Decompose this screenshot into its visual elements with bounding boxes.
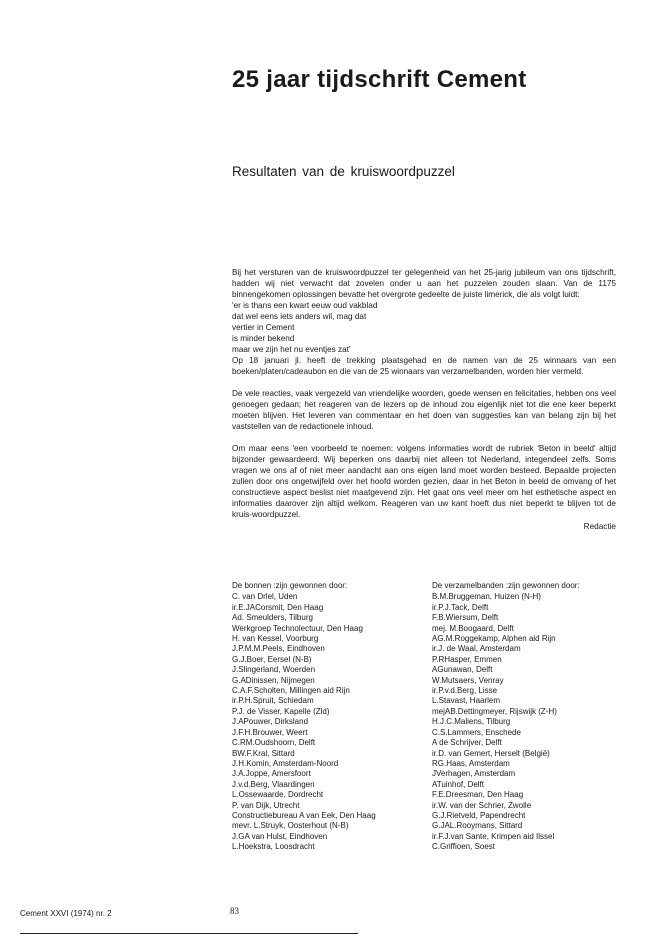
winner-entry: F.B.Wiersum, Delft [432, 613, 499, 623]
winner-entry: C.A.F.Scholten, Millingen aid Rijn [232, 686, 350, 696]
banden-names [432, 592, 622, 852]
winner-entry: ir.F.J.van Sante, Krimpen aid Ilssel [432, 831, 555, 841]
winner-entry: ir.P.J.Tack, Delft [432, 602, 489, 612]
winner-entry: J.Slingerland, Woerden [232, 665, 316, 675]
limerick-line: is minder bekend [232, 334, 295, 343]
winner-entry: C. van Drlel, Uden [232, 592, 298, 602]
winner-entry: J.H.Komin, Amsterdam-Noord [232, 758, 339, 768]
winner-entry: G.J.Rietveld, Papendrecht [432, 810, 526, 820]
limerick-line: vertier in Cement [232, 323, 295, 332]
winner-entry: G.JAL.Rooymans, Sittard [432, 821, 523, 831]
winner-entry: H. van Kessel, Voorburg [232, 634, 319, 644]
winner-entry: P.RHasper, Emmen [432, 654, 502, 664]
example-paragraph: Om maar eens 'een voorbeeld te noemen: volgens informaties wordt de rubriek 'Beton in beeld' altijd bijzonder gewaardeerd. Wij beperken ons daarbij niet alleen tot Nederland, integendeel zelfs. Soms vragen we ons af of niet meer aandacht aan ons eigen land moet worden besteed. Bepaalde projecten zullen door ons ongetwijfeld over het hoofd worden gezien, daar in het Beton in beeld de omvang of het constructieve aspect beslist niet maatgevend zijn. Het gaat ons veel meer om het esthetische aspect en informaties daarover zijn altijd welkom. Reageren van uw kant hoeft dus niet beperkt te blijven tot de kruis-woordpuzzel. [232, 444, 616, 519]
banden-winners-list [432, 581, 622, 853]
winner-entry: H.J.C.Maliens, Tilburg [432, 717, 511, 727]
winner-entry: Constructiebureau A van Eek, Den Haag [232, 810, 376, 820]
journal-citation: Cement XXVI (1974) nr. 2 [20, 909, 112, 918]
winner-entry: mejAB.Dettingmeyer, Rijswijk (Z-H) [432, 706, 557, 716]
winner-entry: L.Hoekstra, Loosdracht [232, 842, 315, 852]
winner-entry: ATuinhof, Delft [432, 779, 485, 789]
winner-entry: AGunawan, Delft [432, 665, 493, 675]
signature: Redactie [583, 522, 616, 531]
winner-entry: G.J.Boer, Eersel (N-B) [232, 654, 312, 664]
winner-entry: J.APouwer, Dirksland [232, 717, 309, 727]
winner-entry: P.J. de Visser, Kapelle (Zld) [232, 706, 330, 716]
winner-entry: mevr. L.Struyk, Oosterhout (N-B) [232, 821, 349, 831]
winner-entry: ir.E.JACorsmit, Den Haag [232, 602, 324, 612]
winner-entry: ir.J. de Waal, Amsterdam [432, 644, 521, 654]
winner-entry: Ad. Smeulders, Tilburg [232, 613, 313, 623]
article-title: 25 jaar tijdschrift Cement [232, 66, 527, 93]
winner-entry: C.RM.Oudshoorn, Delft [232, 738, 316, 748]
winner-entry: J.GA van Hulst, Eindhoven [232, 831, 328, 841]
winner-entry: G.ADinissen, Nijmegen [232, 675, 315, 685]
winner-entry: C.Griffioen, Soest [432, 842, 495, 852]
winner-entry: P. van Dijk, Utrecht [232, 800, 300, 810]
winner-entry: mej. M.Boogaard, Delft [432, 623, 514, 633]
winner-entry: ir.W. van der Schrier, Zwolle [432, 800, 532, 810]
winner-entry: J.v.d.Berg, Vlaardingen [232, 779, 315, 789]
bonnen-names [232, 592, 422, 852]
limerick-line: maar we zijn het nu eventjes zat' [232, 345, 351, 354]
page-number: 83 [230, 906, 239, 916]
winner-entry: ir.P.v.d.Berg, Lisse [432, 686, 498, 696]
winner-entry: JVerhagen, Amsterdam [432, 769, 516, 779]
winner-entry: BW.F.Kral, Sittard [232, 748, 295, 758]
winner-entry: J.F.H.Brouwer, Weert [232, 727, 308, 737]
bonnen-winners-list [232, 581, 422, 853]
limerick [232, 300, 616, 355]
limerick-line: 'er is thans een kwart eeuw oud vakblad [232, 301, 378, 310]
limerick-line: dat wel eens iets anders wil, mag dat [232, 312, 367, 321]
winner-entry: F.E.Dreesman, Den Haag [432, 790, 524, 800]
bonnen-heading: De bonnen :zijn gewonnen door: [232, 581, 348, 590]
winner-entry: RG.Haas, Amsterdam [432, 758, 510, 768]
winner-entry: Werkgroep Technolectuur, Den Haag [232, 623, 363, 633]
article-body [232, 267, 616, 532]
winner-entry: ir.P.H.Spruit, Schiedam [232, 696, 314, 706]
article-subtitle: Resultaten van de kruiswoordpuzzel [232, 164, 455, 179]
draw-paragraph: Op 18 januari jl. heeft de trekking plaatsgehad en de namen van de 25 winnaars van een boeken/platen/cadeaubon en die van de 25 winnaars van verzamelbanden, worden hier vermeld. [232, 356, 616, 376]
winner-entry: A de Schrijver, Delft [432, 738, 502, 748]
winner-entry: J.P.M.M.Peels, Eindhoven [232, 644, 325, 654]
footer-rule [20, 933, 358, 934]
winner-entry: L.Stavast, Haarlem [432, 696, 501, 706]
winner-entry: L.Ossewaarde, Dordrecht [232, 790, 324, 800]
reactions-paragraph: De vele reacties, vaak vergezeld van vriendelijke woorden, goede wensen en felicitaties, hebben ons veel genoegen gedaan; het reageren van de lezers op de inhoud zou eigenlijk niet tot die ene keer beperkt moeten blijven. Het leveren van commentaar en het doen van suggesties kan van belang zijn bij het vaststellen van de redactionele inhoud. [232, 389, 616, 431]
intro-paragraph: Bij het versturen van de kruiswoordpuzzel ter gelegenheid van het 25-jarig jubileum van ons tijdschrift, hadden wij niet verwacht dat zovelen onder u aan het puzzelen zouden slaan. Van de 1175 binnengekomen oplossingen bevatte het overgrote gedeelte de juiste limerick, die als volgt luidt: [232, 268, 616, 299]
banden-heading: De verzamelbanden :zijn gewonnen door: [432, 581, 580, 590]
winner-entry: C.S.Lammers, Enschede [432, 727, 521, 737]
winner-entry: AG.M.Roggekamp, Alphen aid Rijn [432, 634, 556, 644]
winner-entry: J.A.Joppe, Amersfoort [232, 769, 311, 779]
winner-entry: ir.D. van Gemert, Herselt (België) [432, 748, 550, 758]
winner-entry: W.Mutsaers, Venray [432, 675, 504, 685]
winner-entry: B.M.Bruggeman, Huizen (N-H) [432, 592, 541, 602]
